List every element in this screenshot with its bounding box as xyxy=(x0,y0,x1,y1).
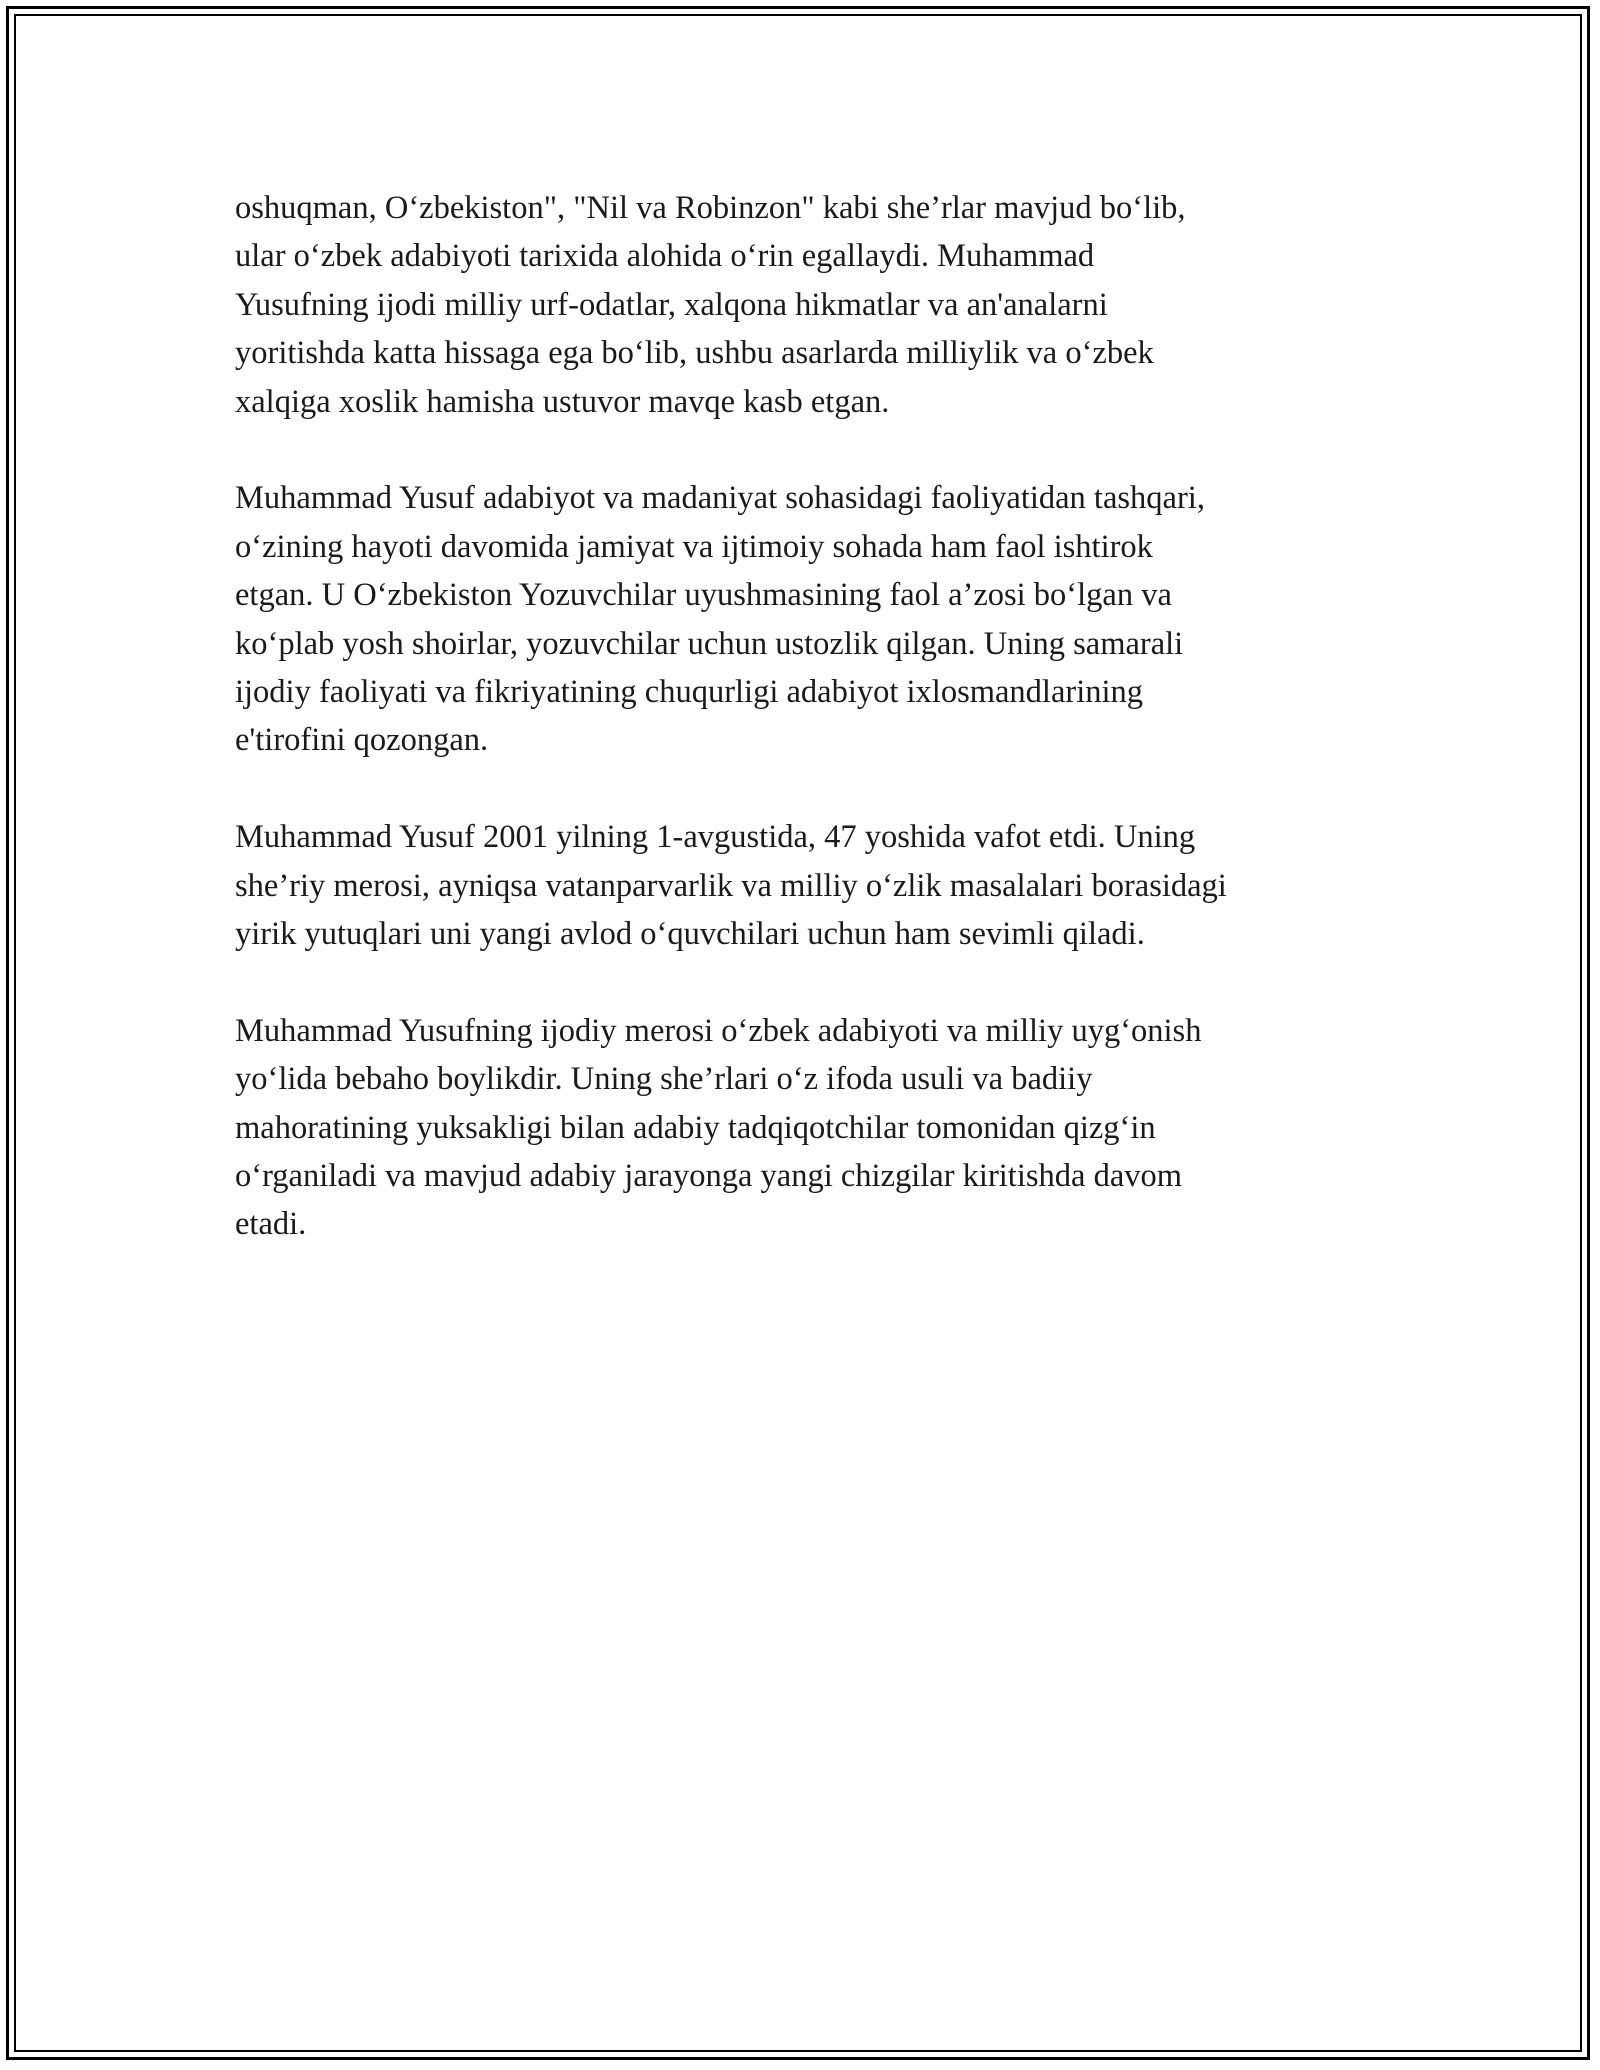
paragraph-1: oshuqman, O‘zbekiston", "Nil va Robinzon" kabi she’rlar mavjud bo‘lib, ular o‘zbek adabiyoti tarixida alohida o‘rin egallaydi. Muhammad Yusufning ijodi milliy urf-odatlar, xalqona hikmatlar va an'analarni yoritishda katta hissaga ega bo‘lib, ushbu asarlarda milliylik va o‘zbek xalqiga xoslik hamisha ustuvor mavqe kasb etgan. xyxy=(235,190,1186,420)
paragraph-2: Muhammad Yusuf adabiyot va madaniyat sohasidagi faoliyatidan tashqari, o‘zining hayoti davomida jamiyat va ijtimoiy sohada ham faol ishtirok etgan. U O‘zbekiston Yozuvchilar uyushmasining faol a’zosi bo‘lgan va ko‘plab yosh shoirlar, yozuvchilar uchun ustozlik qilgan. Uning samarali ijodiy faoliyati va fikriyatining chuqurligi adabiyot ixlosmandlarining e'tirofini qozongan. xyxy=(235,480,1205,759)
paragraph-3: Muhammad Yusuf 2001 yilning 1-avgustida, 47 yoshida vafot etdi. Uning she’riy merosi, ayniqsa vatanparvarlik va milliy o‘zlik masalalari borasidagi yirik yutuqlari uni yangi avlod o‘quvchilari uchun ham sevimli qiladi. xyxy=(235,819,1227,953)
paragraph-4: Muhammad Yusufning ijodiy merosi o‘zbek adabiyoti va milliy uyg‘onish yo‘lida bebaho boylikdir. Uning she’rlari o‘z ifoda usuli va badiiy mahoratining yuksakligi bilan adabiy tadqiqotchilar tomonidan qizg‘in o‘rganiladi va mavjud adabiy jarayonga yangi chizgilar kiritishda davom etadi. xyxy=(235,1012,1202,1243)
document-body xyxy=(235,184,1365,1297)
